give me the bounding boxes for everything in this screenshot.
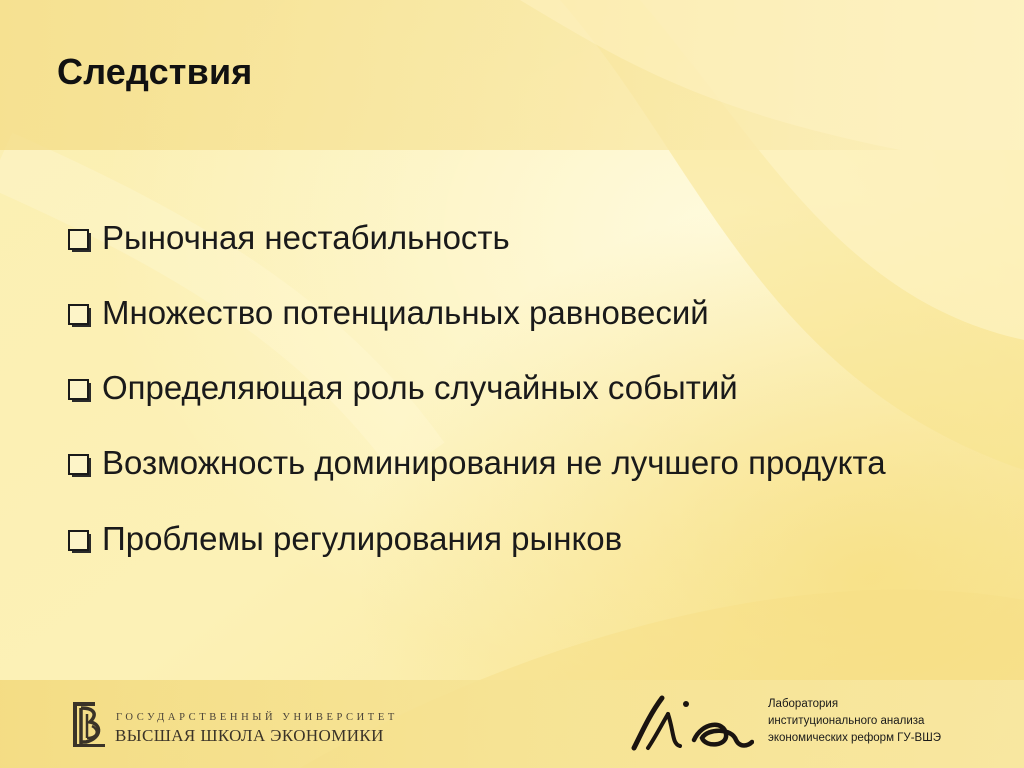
lab-caption-line: экономических реформ ГУ-ВШЭ [768, 732, 942, 744]
slide-title: Следствия [57, 51, 253, 92]
lab-caption [768, 696, 941, 747]
bullet-item [66, 443, 922, 483]
hse-university-line: ГОСУДАРСТВЕННЫЙ УНИВЕРСИТЕТ [116, 712, 398, 723]
bullet-item [66, 293, 946, 333]
checkbox-outline-icon [67, 228, 93, 254]
checkbox-outline-icon [67, 529, 93, 555]
bullet-item [66, 368, 946, 408]
lia-signature-logo [628, 692, 754, 754]
checkbox-outline-icon [67, 453, 93, 479]
checkbox-outline-icon [67, 378, 93, 404]
bullet-item [66, 218, 946, 258]
lab-caption-line: институционального анализа [768, 715, 925, 727]
bullet-text: Проблемы регулирования рынков [102, 520, 623, 557]
hse-name-line: ВЫСШАЯ ШКОЛА ЭКОНОМИКИ [115, 726, 384, 745]
bullet-text: Возможность доминирования не лучшего продукта [102, 444, 886, 481]
bullet-text: Множество потенциальных равновесий [102, 294, 709, 331]
lab-caption-line: Лаборатория [768, 698, 839, 710]
hse-emblem-icon [72, 700, 106, 748]
bullet-list [66, 218, 946, 594]
bullet-text: Определяющая роль случайных событий [102, 369, 738, 406]
bullet-item [66, 519, 946, 559]
checkbox-outline-icon [67, 303, 93, 329]
bullet-text: Рыночная нестабильность [102, 219, 510, 256]
